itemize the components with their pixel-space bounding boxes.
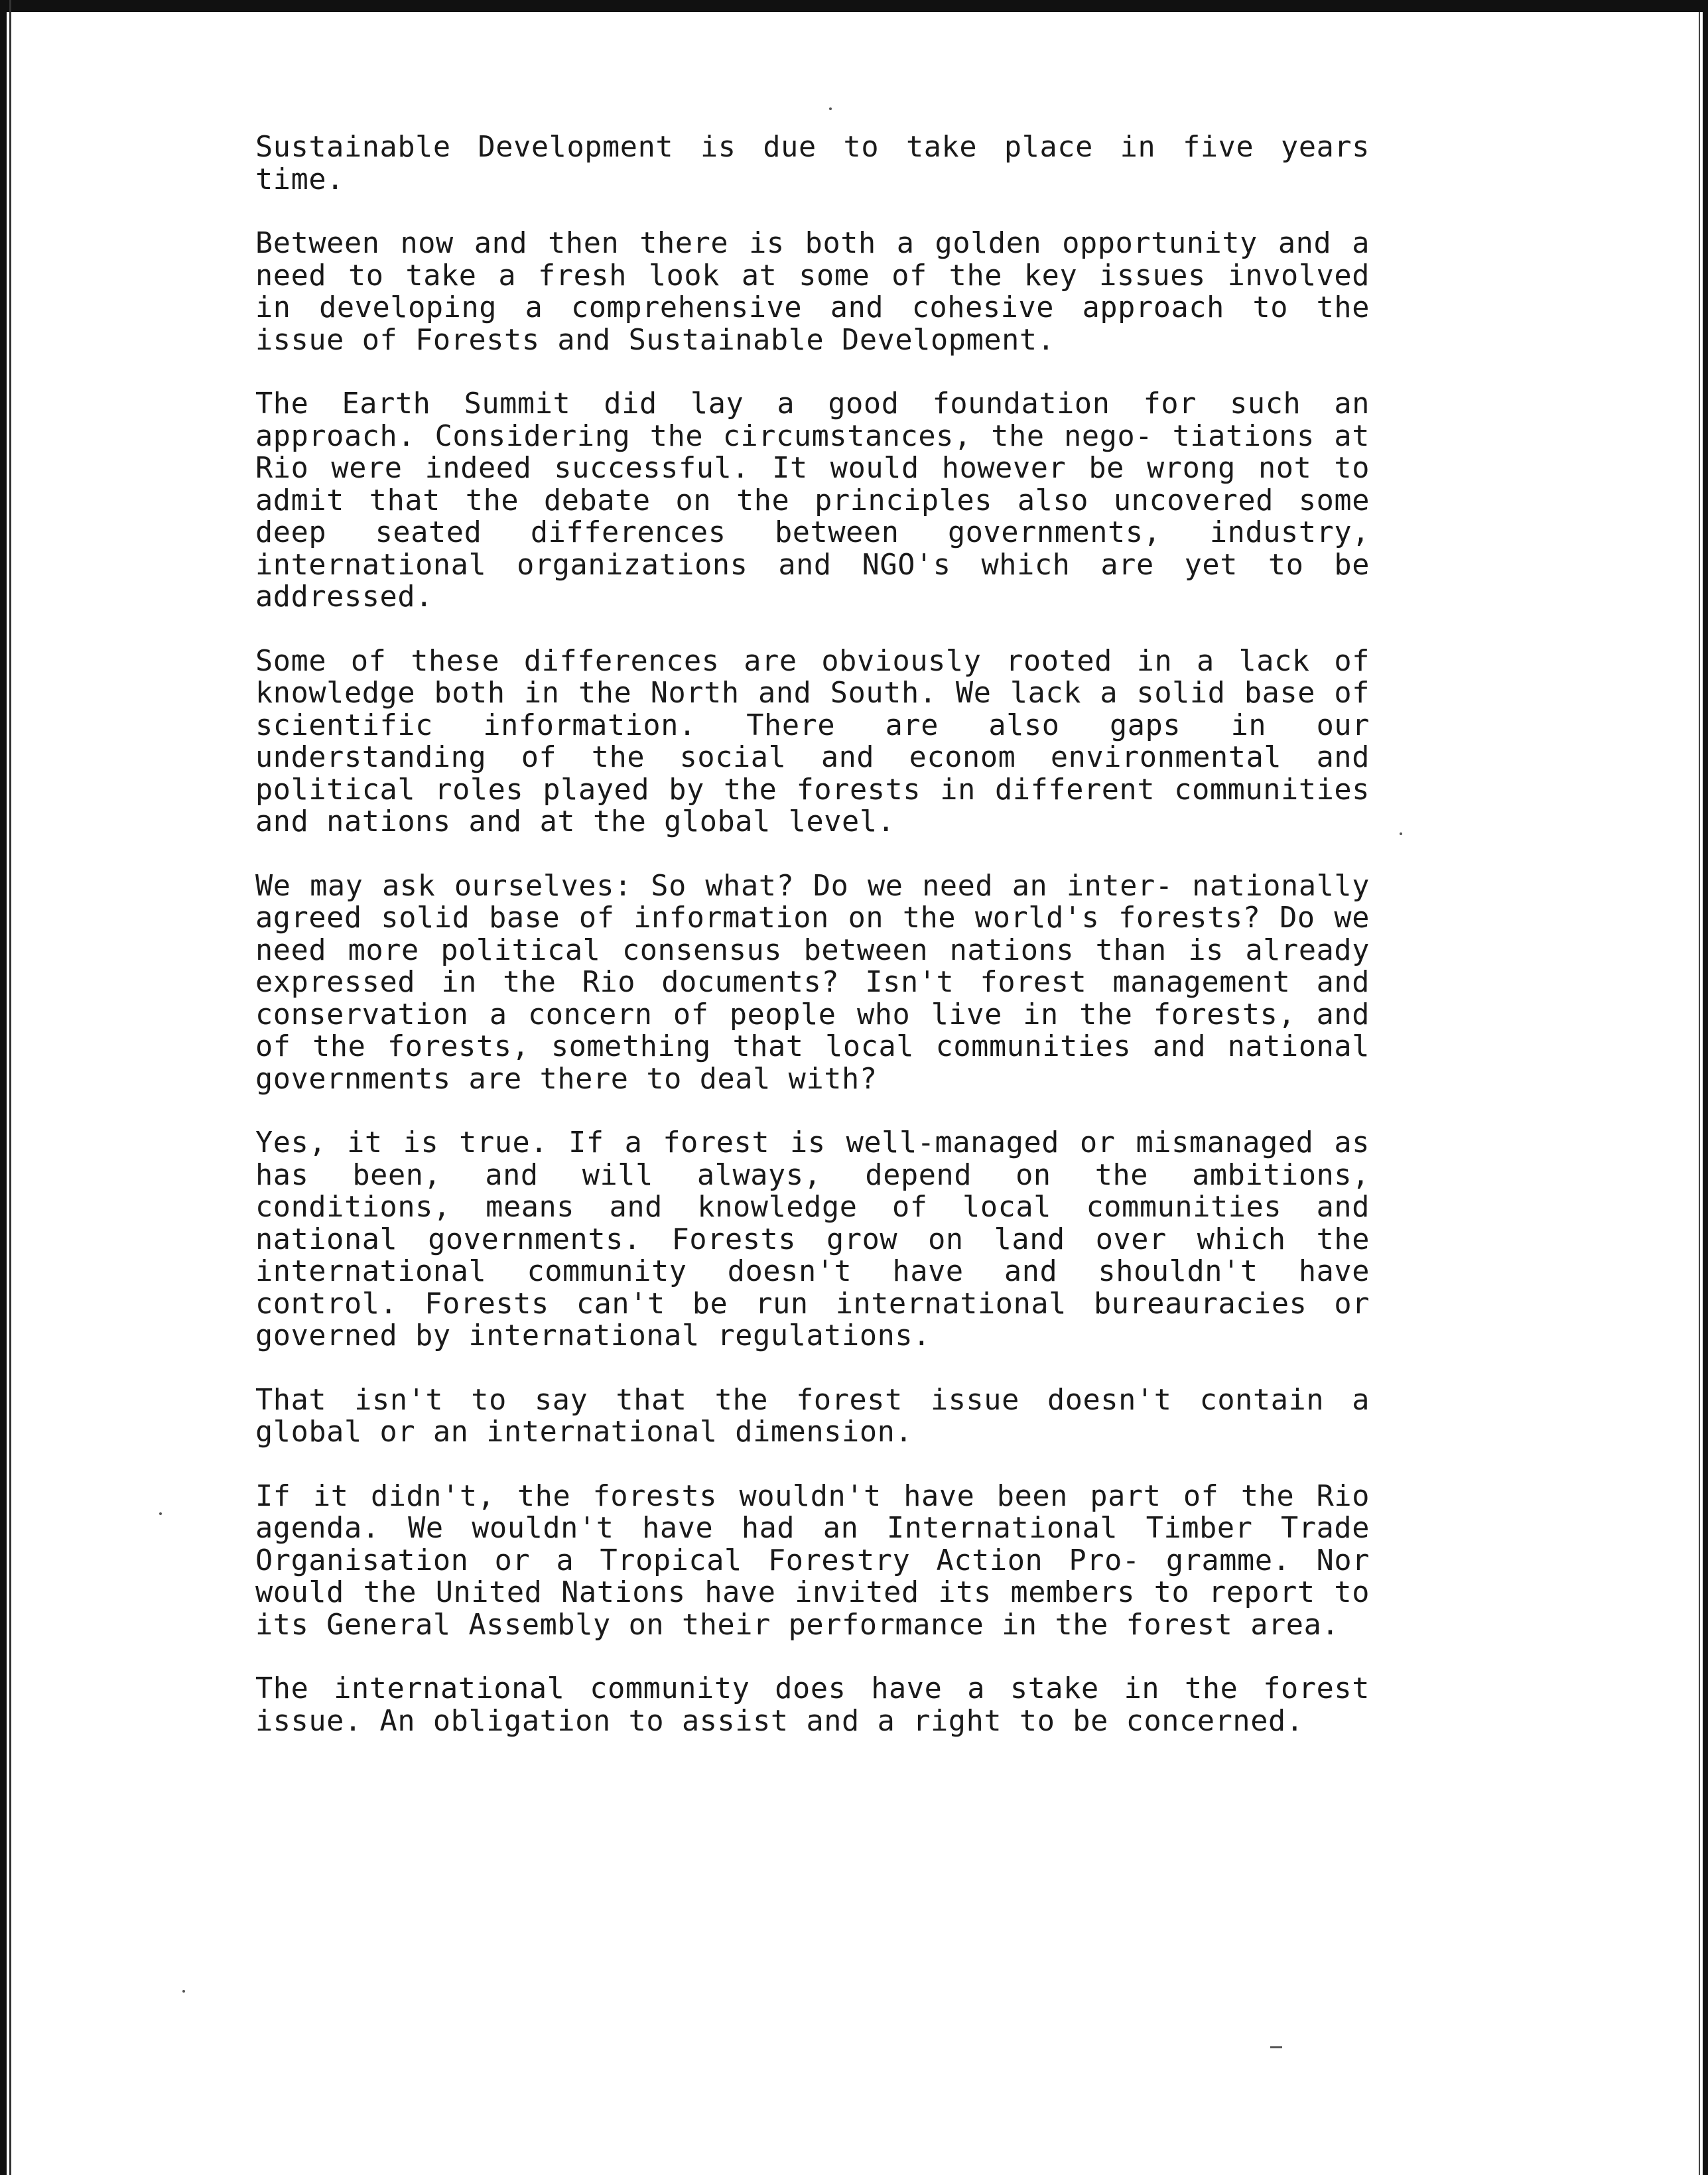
scan-speck bbox=[159, 1512, 162, 1515]
scan-right-border-line bbox=[1699, 12, 1700, 2175]
paragraph: The international community does have a stake in the forest issue. An obligation to assist and a right to be concerned. bbox=[255, 1672, 1370, 1738]
paragraph: If it didn't, the forests wouldn't have been part of the Rio agenda. We wouldn't have had an International Timber Trade Organisation or a Tropical Forestry Action Pro- gramme. Nor would the United Nations have invited its members to report to its General Assembly on their performance in the forest area. bbox=[255, 1479, 1370, 1642]
paragraph: We may ask ourselves: So what? Do we need an inter- nationally agreed solid base of information on the world's forests? Do we need more political consensus between nations than is already expressed in the Rio documents? Isn't forest management and conservation a concern of people who live in the forests, and of the forests, something that local communities and national governments are there to deal with? bbox=[255, 869, 1370, 1096]
paragraph: That isn't to say that the forest issue doesn't contain a global or an international dimension. bbox=[255, 1383, 1370, 1449]
paragraph: Yes, it is true. If a forest is well-managed or mismanaged as has been, and will always, depend on the ambitions, conditions, means and knowledge of local communities and national governments. Forests grow on land over which the international community doesn't have and shouldn't have control. Forests can't be run international bureauracies or governed by international regulations. bbox=[255, 1126, 1370, 1352]
scan-right-border bbox=[1703, 0, 1708, 2175]
scan-top-border bbox=[0, 0, 1708, 12]
paragraph: Some of these differences are obviously rooted in a lack of knowledge both in the North and South. We lack a solid base of scientific information. There are also gaps in our understanding of the social and econom environmental and political roles played by the forests in different communities and nations and at the global level. bbox=[255, 644, 1370, 838]
scan-speck bbox=[182, 1990, 185, 1993]
scan-speck bbox=[1400, 832, 1402, 835]
paragraph: Between now and then there is both a golden opportunity and a need to take a fresh look at some of the key issues involved in developing a comprehensive and cohesive approach to the issue of Forests and Sustainable Development. bbox=[255, 227, 1370, 357]
scan-speck bbox=[829, 107, 832, 110]
paragraph: The Earth Summit did lay a good foundation for such an approach. Considering the circumstances, the nego- tiations at Rio were indeed successful. It would however be wrong not to admit that the debate on the principles also uncovered some deep seated differences between governments, industry, international organizations and NGO's which are yet to be addressed. bbox=[255, 387, 1370, 614]
scan-left-border-line bbox=[9, 0, 11, 2175]
document-body bbox=[255, 131, 1370, 1769]
paragraph: Sustainable Development is due to take place in five years time. bbox=[255, 131, 1370, 196]
scan-left-border bbox=[0, 0, 7, 2175]
scan-speck bbox=[1270, 2046, 1282, 2048]
